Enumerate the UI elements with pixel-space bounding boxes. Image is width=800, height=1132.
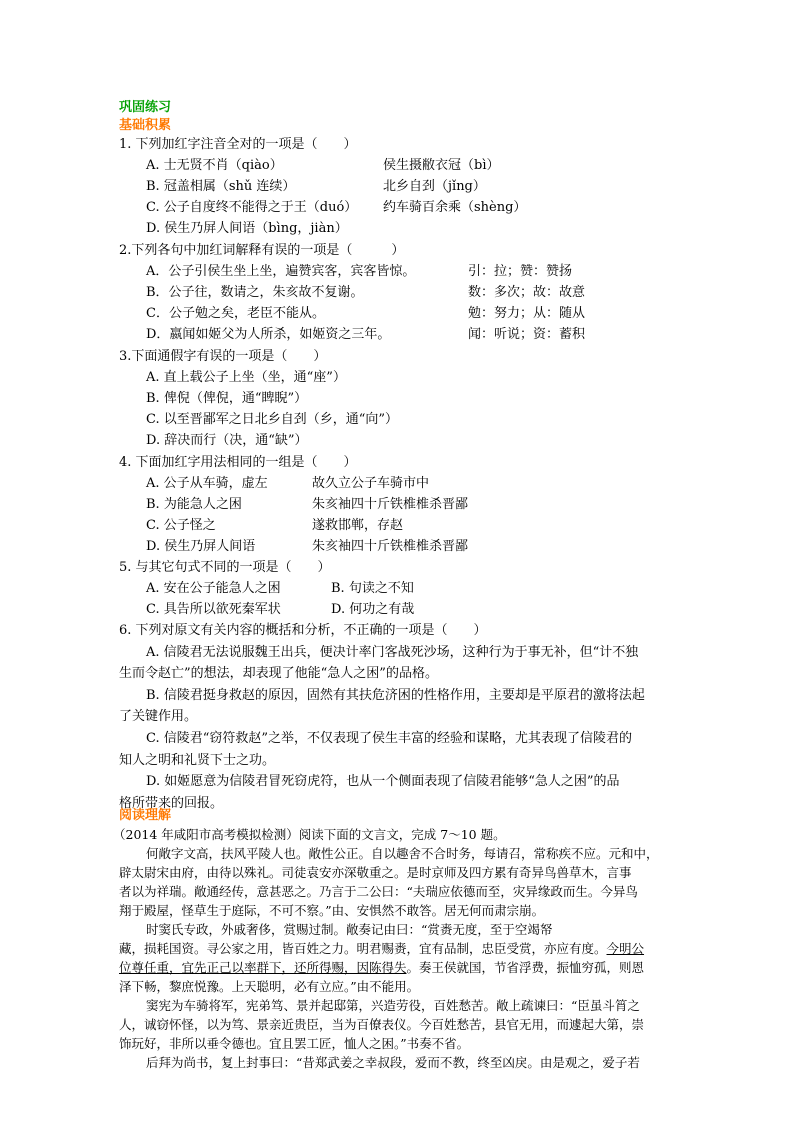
passage-p1-line3: 者以为祥瑞。敞通经传，意甚恶之。乃言于二公曰：“夫瑞应依德而至，灾异缘政而生。今异鸟 (119, 884, 638, 899)
passage-p1-line1: 何敞字文高，扶风平陵人也。敞性公正。自以趣舍不合时务，每请召，常称疾不应。元和中， (146, 846, 659, 861)
question-5-stem: 5. 与其它句式不同的一项是（ ） (119, 560, 331, 575)
passage-p3-line1: 窦宪为车骑将军，宪弟笃、景并起邸第，兴造劳役，百姓愁苦。敞上疏谏曰：“臣虽斗筲之 (146, 998, 640, 1013)
q2-option-d-gloss: 闻：听说；资：蓄积 (468, 327, 586, 342)
passage-p1-line4: 翔于殿屋，怪草生于庭际，不可不察。”由、安惧然不敢答。居无何而肃宗崩。 (119, 903, 545, 918)
q6-option-b-line1: B. 信陵君挺身救赵的原因，固然有其扶危济困的性格作用，主要却是平原君的激将法起 (146, 688, 645, 703)
q1-option-c: C. 公子自度终不能得之于王（duó） (146, 200, 358, 215)
passage-p2-line2-text: 藏，损耗国资。寻公家之用，皆百姓之力。明君赐赉，宜有品制，忠臣受赏，亦应有度。 (119, 941, 607, 956)
passage-p3-line2: 人，诚窃怀怪，以为笃、景亲近贵臣，当为百僚表仪。今百姓愁苦，县官无用，而遽起大第，崇 (119, 1017, 645, 1032)
q3-option-c: C. 以至晋鄙军之日北乡自刭（乡，通“向”） (146, 412, 399, 427)
reading-intro: （2014 年咸阳市高考模拟检测）阅读下面的文言文，完成 7～10 题。 (113, 827, 506, 842)
q1-option-a: A. 士无贤不肖（qiào） (146, 158, 283, 173)
q1-option-b-2: 北乡自刭（jǐng） (383, 179, 486, 194)
q6-option-a-line1: A. 信陵君无法说服魏王出兵，便决计率门客战死沙场，这种行为于事无补，但“计不独 (146, 645, 639, 660)
q6-option-d-line2: 格所带来的回报。 (119, 796, 224, 811)
q2-option-b: B．公子往，数请之，朱亥故不复谢。 (146, 285, 364, 300)
q6-option-a-line2: 生而令赵亡”的想法，却表现了他能“急人之困”的品格。 (119, 666, 438, 681)
underlined-sentence-end: 位尊任重，宜先正己以率群下，还所得赐，因陈得失 (119, 960, 407, 975)
q3-option-d: D. 辞决而行（决，通“缺”） (146, 433, 308, 448)
q1-option-c-2: 约车骑百余乘（shèng） (383, 200, 527, 215)
passage-p4-line1: 后拜为尚书，复上封事曰：“昔郑武姜之幸叔段，爱而不教，终至凶戾。由是观之，爱子若 (146, 1055, 640, 1070)
q3-option-a: A. 直上载公子上坐（坐，通“座”） (146, 370, 346, 385)
q4-option-a: A. 公子从车骑，虚左 (146, 476, 268, 491)
section-heading-basic: 基础积累 (119, 118, 172, 133)
q6-option-d-line1: D. 如姬愿意为信陵君冒死窃虎符，也从一个侧面表现了信陵君能够“急人之困”的品 (146, 774, 620, 789)
q2-option-c-gloss: 勉：努力；从：随从 (468, 306, 586, 321)
q4-option-b-2: 朱亥袖四十斤铁椎椎杀晋鄙 (312, 497, 469, 512)
passage-p2-line3-tail: 。奏王侯就国，节省浮费，振恤穷孤，则恩 (406, 960, 645, 975)
q4-option-c: C. 公子怪之 (146, 518, 216, 533)
q2-option-a-gloss: 引：拉；赞：赞扬 (468, 264, 573, 279)
q6-option-c-line2: 知人之明和礼贤下士之功。 (119, 753, 276, 768)
q4-option-a-2: 故久立公子车骑市中 (312, 476, 430, 491)
question-2-stem: 2.下列各句中加红词解释有误的一项是（ ） (119, 243, 405, 258)
q1-option-b: B. 冠盖相属（shǔ 连续） (146, 179, 296, 194)
q1-option-d: D. 侯生乃屏人间语（bìng，jiàn） (146, 221, 348, 236)
q4-option-d: D. 侯生乃屏人间语 (146, 539, 256, 554)
q1-option-a-2: 侯生摄敝衣冠（bì） (383, 158, 500, 173)
q6-option-b-line2: 了关键作用。 (119, 709, 198, 724)
q3-option-b: B. 俾倪（俾倪，通“睥睨”） (146, 391, 308, 406)
question-6-stem: 6. 下列对原文有关内容的概括和分析，不正确的一项是（ ） (119, 623, 487, 638)
q2-option-b-gloss: 数：多次；故：故意 (468, 285, 586, 300)
section-heading-reading: 阅读理解 (119, 808, 172, 823)
q2-option-a: A．公子引侯生坐上坐，遍赞宾客，宾客皆惊。 (146, 264, 416, 279)
q4-option-d-2: 朱亥袖四十斤铁椎椎杀晋鄙 (312, 539, 469, 554)
passage-p2-line3 (119, 959, 644, 977)
q6-option-c-line1: C. 信陵君“窃符救赵”之举，不仅表现了侯生丰富的经验和谋略，尤其表现了信陵君的 (146, 731, 633, 746)
question-3-stem: 3.下面通假字有误的一项是（ ） (119, 349, 327, 364)
q2-option-d: D．嬴闻如姬父为人所杀，如姬资之三年。 (146, 327, 391, 342)
question-1-stem: 1. 下列加红字注音全对的一项是（ ） (119, 137, 357, 152)
passage-p3-line3: 饰玩好，非所以垂令德也。宜且罢工匠，恤人之困。”书奏不省。 (119, 1036, 470, 1051)
q5-option-d: D. 何功之有哉 (331, 602, 415, 617)
question-4-stem: 4. 下面加红字用法相同的一组是（ ） (119, 455, 357, 470)
passage-p2-line4: 泽下畅，黎庶悦豫。上天聪明，必有立应。”由不能用。 (119, 979, 420, 994)
q5-option-a: A. 安在公子能急人之困 (146, 581, 281, 596)
section-heading-consolidate: 巩固练习 (119, 100, 172, 115)
underlined-sentence-start: 今明公 (606, 941, 645, 956)
q5-option-c: C. 具告所以欲死秦军状 (146, 602, 281, 617)
q5-option-b: B. 句读之不知 (331, 581, 414, 596)
passage-p1-line2: 辟太尉宋由府，由待以殊礼。司徒袁安亦深敬重之。是时京师及四方累有奇异鸟兽草木，言事 (119, 865, 632, 880)
passage-p2-line2 (119, 940, 644, 958)
q4-option-b: B. 为能急人之困 (146, 497, 242, 512)
passage-p2-line1: 时窦氏专政，外戚奢侈，赏赐过制。敞奏记由曰：“赏赉无度，至于空竭帑 (146, 922, 553, 937)
q2-option-c: C．公子勉之矣，老臣不能从。 (146, 306, 325, 321)
q4-option-c-2: 遂救邯郸，存赵 (312, 518, 404, 533)
